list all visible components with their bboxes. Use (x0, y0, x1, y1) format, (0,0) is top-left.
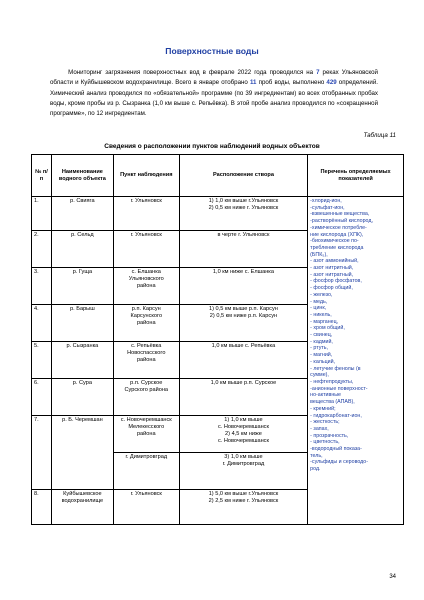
row-num: 7. (32, 416, 52, 490)
row-num: 6. (32, 379, 52, 416)
indicator-item: - ртуть, (310, 345, 329, 352)
indicator-item: - железо, (310, 291, 333, 298)
indicator-item: (БПК₅), (310, 251, 328, 258)
section-title: Поверхностные воды (165, 46, 259, 56)
indicator-item: - прозрачность, (310, 432, 349, 439)
row-point: г. Ульяновск (113, 197, 179, 231)
row-location: 1,0 км выше с. Репьёвка (179, 342, 307, 379)
row-num: 1. (32, 197, 52, 231)
determinations-count: 429 (326, 79, 337, 87)
row-name: р. Б. Черемшан (51, 416, 113, 490)
indicator-item: требление кислорода (310, 244, 364, 251)
indicator-item: - кадмий, (310, 338, 333, 345)
indicator-item: ние кислорода (ХПК), (310, 231, 364, 238)
indicator-item: -взвешенные вещества, (310, 211, 370, 218)
indicator-item: -растворённый кислород, (310, 218, 373, 225)
header-indicators: Перечень определяемых показателей (308, 155, 404, 197)
indicator-item: -биохимическое по- (310, 238, 359, 245)
header-num: № п/п (32, 155, 52, 197)
indicators-list (308, 197, 404, 525)
indicator-item: - азот аммонийный, (310, 258, 359, 265)
row-point: г. Ульяновск (113, 490, 179, 525)
row-name: р. Сельд (51, 231, 113, 268)
indicator-item: -водородный показа- (310, 446, 362, 453)
page-number: 34 (389, 574, 396, 580)
indicator-item: - гидрокарбонат-ион, (310, 412, 362, 419)
row-num: 2. (32, 231, 52, 268)
indicator-item: сумме), (310, 372, 329, 379)
indicator-item: - кальций, (310, 358, 336, 365)
indicator-item: тель, (310, 452, 323, 459)
indicator-item: -сульфиды и сероводо- (310, 459, 368, 466)
row-location: 1,0 км ниже с. Елшанка (179, 268, 307, 305)
indicator-item: вещества (АПАВ), (310, 399, 355, 406)
row-num: 8. (32, 490, 52, 525)
row-point: г. Димитровград (113, 453, 179, 490)
row-location: 1) 0,5 км выше р.п. Карсун 2) 0,5 км ниже р.п. Карсун (179, 305, 307, 342)
indicator-item: -анионные поверхност- (310, 385, 368, 392)
row-name: р. Сура (51, 379, 113, 416)
row-name: р. Сызранка (51, 342, 113, 379)
observation-points-table (31, 154, 404, 525)
table-label: Таблица 11 (363, 132, 396, 139)
indicator-item: род. (310, 466, 321, 473)
indicator-item: - запах, (310, 425, 329, 432)
indicator-item: - азот нитратный, (310, 271, 354, 278)
indicator-item: -химическое потребле- (310, 224, 367, 231)
samples-count: 11 (249, 79, 257, 87)
row-location: в черте г. Ульяновск (179, 231, 307, 268)
row-num: 4. (32, 305, 52, 342)
indicator-item: - цветность, (310, 439, 340, 446)
row-name: р. Барыш (51, 305, 113, 342)
row-point: р.п. Сурское Сурского района (113, 379, 179, 416)
rivers-count: 7 (316, 69, 320, 76)
header-point: Пункт наблюдения (113, 155, 179, 197)
indicator-item: - свинец, (310, 332, 333, 339)
indicator-item: - фосфор фосфатов, (310, 278, 362, 285)
row-point: с. Репьёвка Новоспасского района (113, 342, 179, 379)
indicator-item: - марганец, (310, 318, 339, 325)
indicator-item: -сульфат-ион, (310, 204, 345, 211)
row-location: 1) 1,0 км выше с. Новочеремшанск 2) 4,5 км ниже с. Новочеремшанск (179, 416, 307, 453)
header-location: Расположение створа (179, 155, 307, 197)
table-caption: Сведения о расположении пунктов наблюдений водных объектов (104, 143, 320, 150)
indicator-item: - никель, (310, 311, 332, 318)
indicator-item: но-активные (310, 392, 342, 399)
row-location: 3) 1,0 км выше г. Димитровград (179, 453, 307, 490)
row-name: Куйбышевское водохранилище (51, 490, 113, 525)
indicator-item: - магний, (310, 352, 333, 359)
row-point: р.п. Карсун Карсунского района (113, 305, 179, 342)
row-location: 1) 1,0 км выше г.Ульяновск 2) 0,5 км ниже г. Ульяновск (179, 197, 307, 231)
indicator-item: - хром общий, (310, 325, 345, 332)
indicator-item: - жесткость; (310, 419, 340, 426)
header-name: Наименование водного объекта (51, 155, 113, 197)
table-row (32, 197, 404, 231)
row-num: 3. (32, 268, 52, 305)
row-point: с. Елшанка Ульяновского района (113, 268, 179, 305)
row-num: 5. (32, 342, 52, 379)
intro-paragraph: Мониторинг загрязнения поверхностных вод в феврале 2022 года проводился на 7 реках Ульяновской области и Куйбышевском водохранилище. Всего в январе отобрано 11 проб воды, выполнено 429 определений. Химический анализ проводился по «обязательной» программе (по 39 ингредиентам) во всех отобранных пробах воды, кроме пробы из р. Сызранка (1,0 км выше с. Репьёвка). В этой пробе анализ проводился по «сокращенной программе», по 12 ингредиентам. (50, 69, 378, 118)
indicator-item: - медь, (310, 298, 328, 305)
indicator-item: - цинк, (310, 305, 327, 312)
row-location: 1,0 км выше р.п. Сурское (179, 379, 307, 416)
row-point: г. Ульяновск (113, 231, 179, 268)
indicator-item: - нефтепродукты, (310, 378, 354, 385)
row-location: 1) 5,0 км выше г.Ульяновск 2) 2,5 км ниже г. Ульяновск (179, 490, 307, 525)
row-name: р. Свияга (51, 197, 113, 231)
indicator-item: - кремний; (310, 405, 336, 412)
indicator-item: - азот нитритный, (310, 265, 354, 272)
row-name: р. Гуща (51, 268, 113, 305)
indicator-item: - летучие фенолы (в (310, 365, 361, 372)
indicator-item: - фосфор общий, (310, 285, 353, 292)
indicator-item: -хлорид-ион, (310, 198, 342, 204)
row-point: с. Новочеремшанск Мелекесского района (113, 416, 179, 453)
